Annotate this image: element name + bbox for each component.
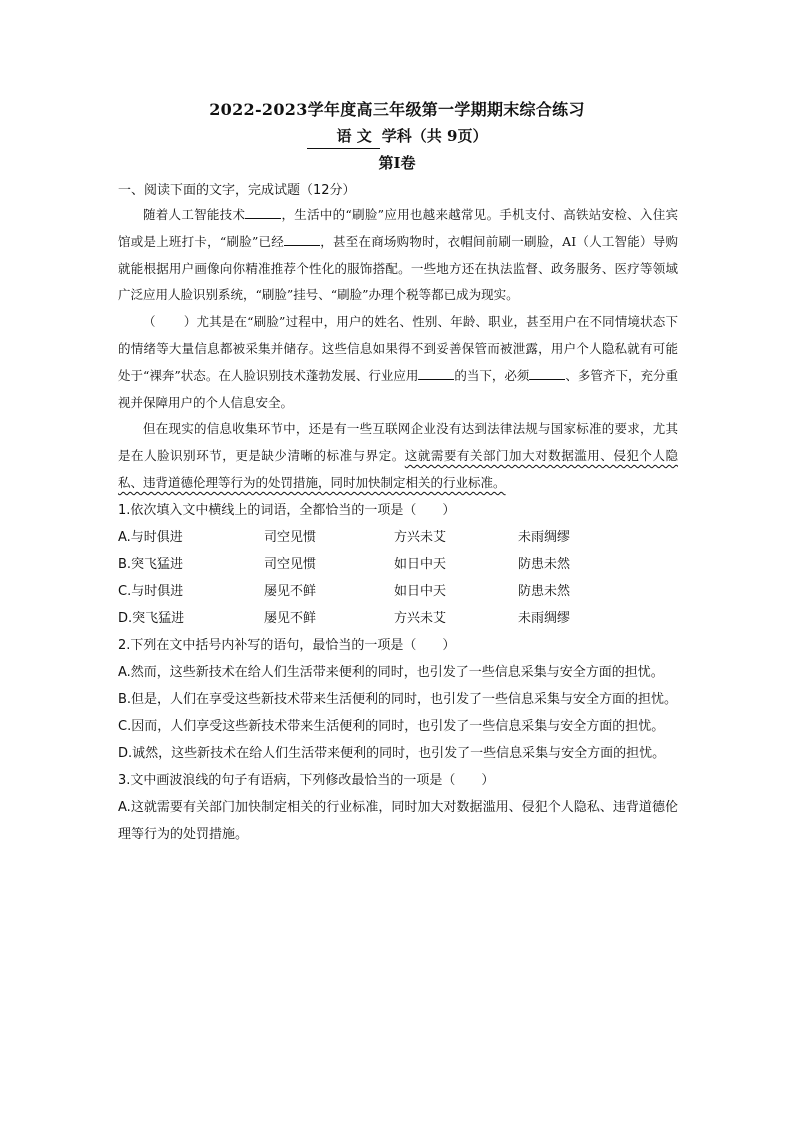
question-1-option-row <box>118 605 678 632</box>
option-cell: B.突飞猛进 <box>118 556 184 572</box>
option-cell: 屡见不鲜 <box>264 583 317 599</box>
passage-text: 、多管齐下，充分重视并保障用户的个人信息安全。 <box>118 367 678 410</box>
passage-paragraph-3 <box>118 416 678 496</box>
option-cell: 屡见不鲜 <box>264 610 317 626</box>
passage-paragraph-1 <box>118 202 678 309</box>
option-cell: 未雨绸缪 <box>518 610 571 626</box>
question-1-option-row <box>118 524 678 551</box>
question-2-option-a: A.然而，这些新技术在给人们生活带来便利的同时，也引发了一些信息采集与安全方面的担忧。 <box>118 664 664 680</box>
option-cell: D.突飞猛进 <box>118 610 185 626</box>
fill-blank-4 <box>529 365 565 380</box>
question-3-option-a: A.这就需要有关部门加快制定相关的行业标准，同时加大对数据滥用、侵犯个人隐私、违背道德伦理等行为的处罚措施。 <box>118 799 678 842</box>
passage-paragraph-2 <box>118 309 678 416</box>
passage-text: 尤其是在“刷脸”过程中，用户的姓名、性别、年龄、职业，甚至用户在不同情境状态下的情绪等大量信息都被采集并储存。这些信息如果得不到妥善保管而被泄露，用户个人隐私就有可能处于“裸奔”状态。在人脸识别技术蓬勃发展、行业应用 <box>118 314 678 383</box>
exam-title: 2022-2023学年度高三年级第一学期期末综合练习 <box>209 100 585 119</box>
paren-close: ） <box>183 314 197 330</box>
option-cell: 防患未然 <box>518 583 571 599</box>
question-3-stem: 3.文中画波浪线的句子有语病，下列修改最恰当的一项是（ ） <box>118 772 495 788</box>
option-cell: 司空见惯 <box>264 529 317 545</box>
question-2-stem: 2.下列在文中括号内补写的语句，最恰当的一项是（ ） <box>118 637 456 653</box>
exam-content <box>118 180 678 848</box>
fill-blank-2 <box>284 231 320 246</box>
passage-text: 随着人工智能技术 <box>143 207 246 222</box>
question-1-stem: 1.依次填入文中横线上的词语，全都恰当的一项是（ ） <box>118 502 456 518</box>
fill-blank-1 <box>245 204 281 219</box>
option-cell: 司空见惯 <box>264 556 317 572</box>
volume-label: 第Ⅰ卷 <box>378 154 416 172</box>
question-2-option-d: D.诚然，这些新技术在给人们生活带来便利的同时，也引发了一些信息采集与安全方面的担忧。 <box>118 745 666 761</box>
question-1-option-row <box>118 551 678 578</box>
option-cell: 方兴未艾 <box>394 610 447 626</box>
option-cell: 方兴未艾 <box>394 529 447 545</box>
passage-text: 但在现实的信息收集环节中，还是有一些互联网企业没有达到法律法规与国家标准的要求，尤其是在人脸识别环节，更是缺少清晰的标准与界定。 <box>118 421 678 464</box>
subject-name: 语 文 <box>307 124 380 149</box>
option-cell: 未雨绸缪 <box>518 529 571 545</box>
fill-blank-3 <box>418 365 454 380</box>
option-cell: C.与时俱进 <box>118 583 184 599</box>
subject-line <box>0 124 794 149</box>
option-cell: 防患未然 <box>518 556 571 572</box>
option-cell: 如日中天 <box>394 556 447 572</box>
question-1-option-row <box>118 578 678 605</box>
question-2-option-c: C.因而，人们享受这些新技术带来生活便利的同时，也引发了一些信息采集与安全方面的担忧。 <box>118 718 665 734</box>
passage-text: ，生活中的“刷脸”应用也越来越常见。手机支付、高铁站安检、入住宾馆或是上班打卡，“刷脸”已经 <box>118 207 678 249</box>
question-2-option-b: B.但是，人们在享受这些新技术带来生活便利的同时，也引发了一些信息采集与安全方面的担忧。 <box>118 691 678 707</box>
option-cell: A.与时俱进 <box>118 529 183 545</box>
section-heading: 一、阅读下面的文字，完成试题（12分） <box>118 183 356 198</box>
exam-header <box>0 98 794 175</box>
wavy-underlined-sentence: 这就需要有关部门加大对数据滥用、侵犯个人隐私、违背道德伦理等行为的处罚措施，同时加快制定相关的行业标准。 <box>118 448 678 490</box>
option-cell: 如日中天 <box>394 583 447 599</box>
subject-suffix: 学科（共 9页） <box>381 127 488 145</box>
paren-open: （ <box>143 314 156 330</box>
passage-text: 的当下，必须 <box>454 367 530 383</box>
passage-text: ，甚至在商场购物时，衣帽间前刷一刷脸，AI（人工智能）导购就能根据用户画像向你精准推荐个性化的服饰搭配。一些地方还在执法监督、政务服务、医疗等领域广泛应用人脸识别系统，“刷脸”挂号、“刷脸”办理个税等都已成为现实。 <box>118 233 678 303</box>
